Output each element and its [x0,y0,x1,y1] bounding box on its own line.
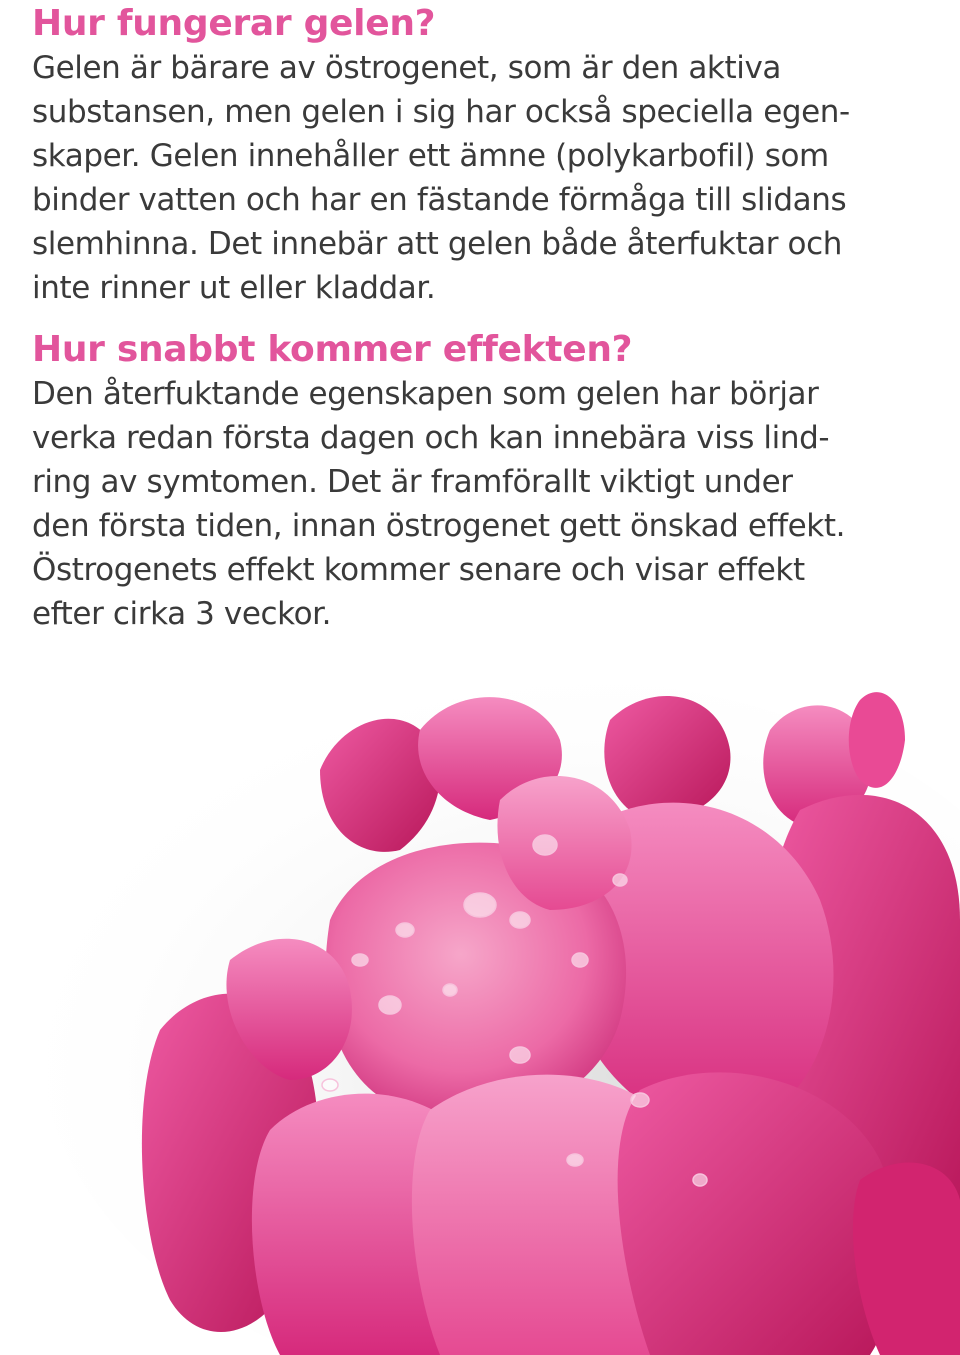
article-content [32,0,942,636]
text-line: slemhinna. Det innebär att gelen både återfuktar och [32,226,842,262]
section-paragraph-how-gel-works [32,46,942,310]
text-line: substansen, men gelen i sig har också speciella egen- [32,94,850,130]
text-line: skaper. Gelen innehåller ett ämne (polykarbofil) som [32,138,829,174]
text-line: den första tiden, innan östrogenet gett önskad effekt. [32,508,846,544]
section-paragraph-how-fast-effect [32,372,942,636]
section-heading-how-gel-works: Hur fungerar gelen? [32,3,436,44]
text-line: Östrogenets effekt kommer senare och visar effekt [32,552,805,588]
text-line: binder vatten och har en fästande förmåga till slidans [32,182,847,218]
text-line: ring av symtomen. Det är framförallt viktigt under [32,464,793,500]
text-line: verka redan första dagen och kan innebära viss lind- [32,420,830,456]
text-line: inte rinner ut eller kladdar. [32,270,436,306]
peony-flower-image [0,660,960,1355]
text-line: Gelen är bärare av östrogenet, som är den aktiva [32,50,781,86]
section-heading-how-fast-effect: Hur snabbt kommer effekten? [32,329,633,370]
text-line: efter cirka 3 veckor. [32,596,332,632]
text-line: Den återfuktande egenskapen som gelen har börjar [32,376,819,412]
